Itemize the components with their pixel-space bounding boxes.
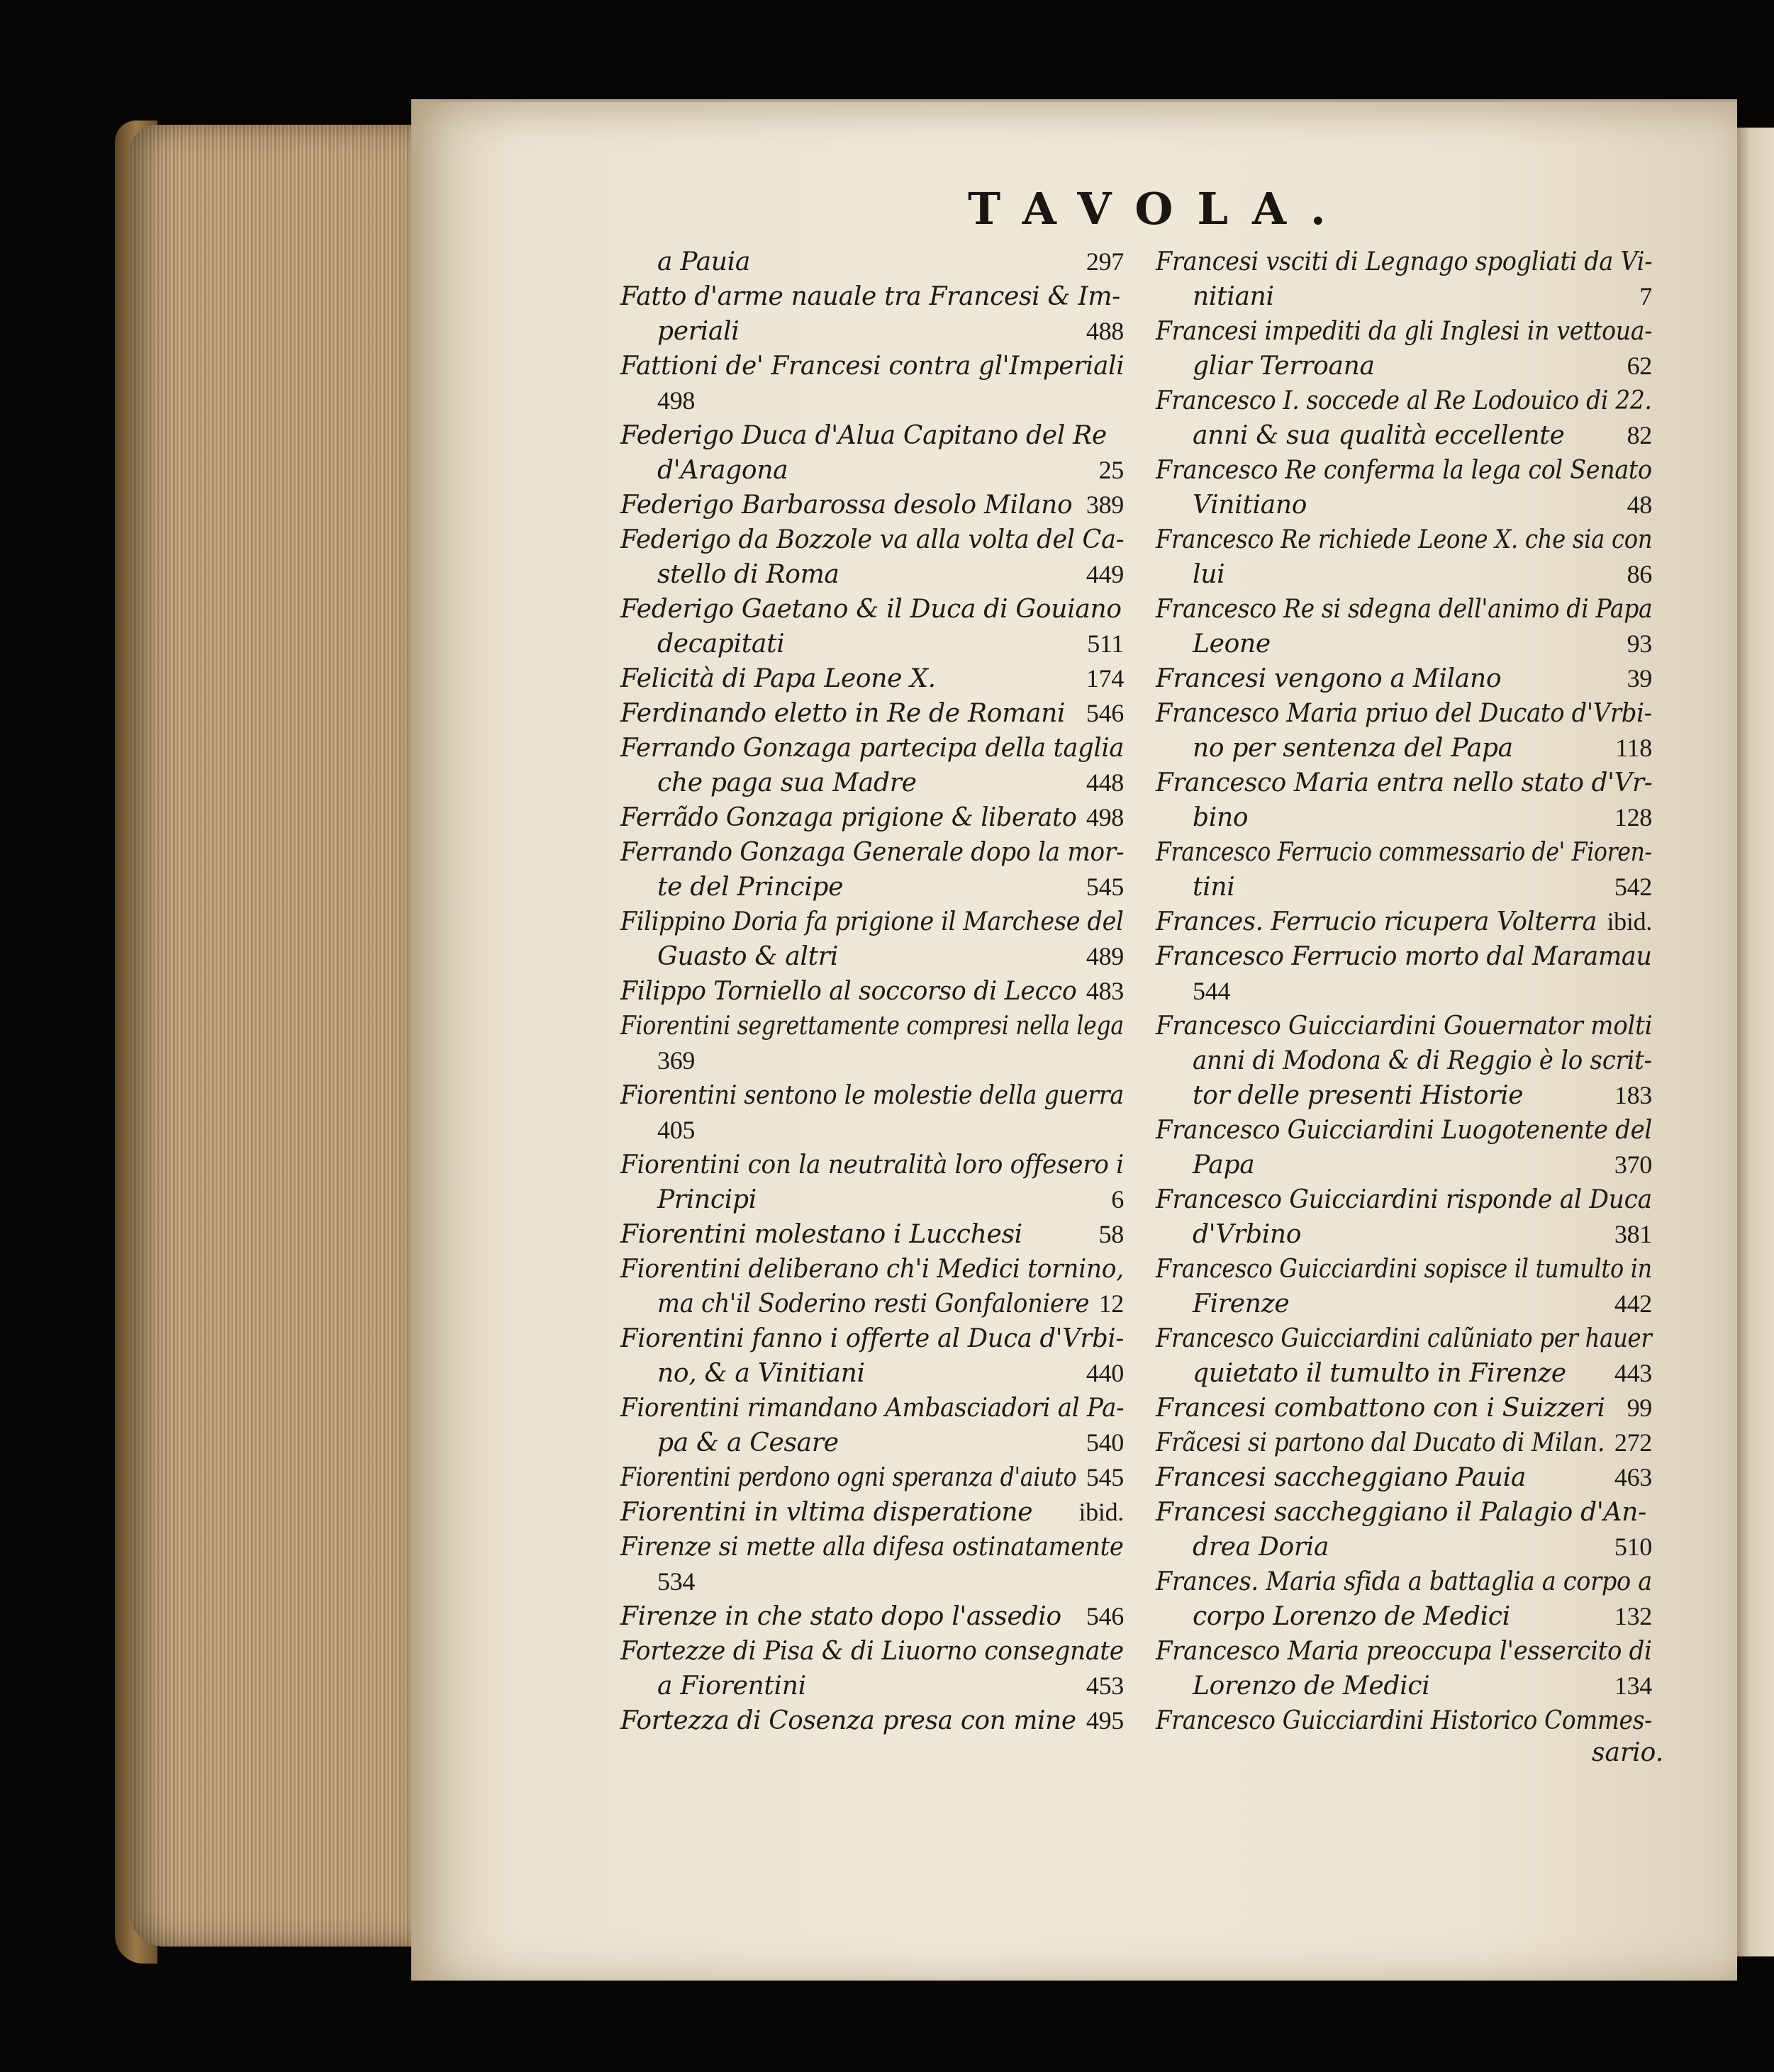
index-entry-line [620, 245, 1124, 279]
entry-text: Francesco Guicciardini Historico Commes- [1156, 1706, 1652, 1735]
index-entry-line [1156, 1287, 1652, 1321]
index-entry-line [620, 1634, 1124, 1669]
page-number: 272 [1614, 1428, 1652, 1457]
index-entry-line [620, 1287, 1124, 1321]
index-entry-line [1156, 1703, 1652, 1738]
index-entry-line [1156, 1217, 1652, 1252]
entry-text: Federigo Gaetano & il Duca di Gouiano [620, 595, 1122, 624]
page-number: 453 [1086, 1671, 1124, 1700]
page-number: 118 [1615, 734, 1652, 762]
entry-text: Fiorentini molestano i Lucchesi [620, 1220, 1022, 1249]
page-number: 546 [1086, 699, 1124, 727]
page-number: 443 [1614, 1359, 1652, 1387]
index-entry-line [1156, 1530, 1652, 1564]
entry-text: no per sentenza del Papa [1193, 734, 1513, 763]
index-entry-line [620, 383, 1124, 418]
index-entry-line [1156, 383, 1652, 418]
page-number: 542 [1614, 873, 1652, 901]
index-entry-line [1156, 1043, 1652, 1078]
page-number: 99 [1627, 1394, 1652, 1422]
entry-text: Frãcesi si partono dal Ducato di Milan. [1156, 1428, 1605, 1457]
page-number: 183 [1614, 1081, 1652, 1109]
entry-text: Filippo Torniello al soccorso di Lecco [620, 977, 1077, 1006]
index-entry-line [620, 453, 1124, 488]
entry-text: Fortezza di Cosenza presa con mine [620, 1706, 1076, 1735]
page-number: 483 [1086, 977, 1124, 1005]
index-entry-line [1156, 1426, 1652, 1460]
index-entry-line [620, 627, 1124, 661]
entry-text: Fiorentini perdono ogni speranza d'aiuto [620, 1463, 1077, 1492]
index-entry-line [620, 1356, 1124, 1391]
entry-text: Francesi vsciti di Legnago spogliati da Vi- [1156, 247, 1653, 276]
index-entry-line [1156, 349, 1652, 383]
entry-text: ma ch'il Soderino resti Gonfaloniere [657, 1289, 1090, 1318]
index-entry-line [1156, 1182, 1652, 1217]
index-entry-line [1156, 1113, 1652, 1148]
entry-text: Federigo da Bozzole va alla volta del Ca- [620, 525, 1125, 554]
index-entry-line [1156, 314, 1652, 349]
entry-text: Fiorentini fanno i offerte al Duca d'Vrbi- [620, 1324, 1125, 1353]
page-number: 545 [1086, 873, 1124, 901]
entry-text: Firenze in che stato dopo l'assedio [620, 1602, 1061, 1631]
page-number: 82 [1627, 421, 1652, 449]
entry-text: Francesco Ferrucio commessario de' Fioren- [1156, 838, 1652, 867]
index-entry-line [1156, 731, 1652, 766]
entry-text: no, & a Vinitiani [657, 1359, 865, 1388]
page-number: 12 [1098, 1289, 1124, 1318]
index-entry-line [620, 1564, 1124, 1599]
page-number: 534 [657, 1567, 696, 1596]
index-entry-line [620, 349, 1124, 383]
entry-text: Francesco Guicciardini risponde al Duca [1156, 1185, 1652, 1214]
index-entry-line [620, 1460, 1124, 1495]
index-entry-line [620, 1669, 1124, 1703]
index-entry-line [620, 974, 1124, 1009]
index-entry-line [620, 696, 1124, 731]
index-entry-line [1156, 974, 1652, 1009]
index-entry-line [1156, 418, 1652, 453]
index-entry-line [620, 661, 1124, 696]
entry-text: Francesi impediti da gli Inglesi in vettoua- [1156, 317, 1653, 346]
index-entry-line [1156, 1634, 1652, 1669]
entry-text: periali [657, 317, 740, 346]
entry-text: Francesco Re conferma la lega col Senato [1156, 456, 1652, 485]
index-entry-line [620, 557, 1124, 592]
entry-text: Fiorentini rimandano Ambasciadori al Pa- [620, 1394, 1125, 1423]
page-number: 381 [1614, 1220, 1652, 1248]
entry-text: che paga sua Madre [657, 768, 917, 797]
index-entry-line [620, 279, 1124, 314]
entry-text: Fiorentini sentono le molestie della guerra [620, 1081, 1124, 1110]
entry-text: Principi [657, 1185, 757, 1214]
index-entry-line [1156, 696, 1652, 731]
index-entry-line [620, 1078, 1124, 1113]
index-entry-line [620, 418, 1124, 453]
index-entry-line [620, 905, 1124, 939]
page-number: 134 [1614, 1671, 1652, 1700]
index-entry-line [620, 1426, 1124, 1460]
index-entry-line [620, 1391, 1124, 1426]
page-number: 511 [1087, 629, 1124, 658]
entry-text: a Pauia [657, 247, 751, 276]
index-entry-line [620, 1321, 1124, 1356]
index-entry-line [620, 592, 1124, 627]
entry-text: Vinitiano [1193, 491, 1307, 520]
page-number: 440 [1086, 1359, 1124, 1387]
entry-text: Felicità di Papa Leone X. [620, 664, 936, 693]
index-entry-line [620, 1703, 1124, 1738]
entry-text: Francesi saccheggiano il Palagio d'An- [1156, 1498, 1646, 1527]
entry-text: quietato il tumulto in Firenze [1193, 1359, 1566, 1388]
entry-text: Frances. Maria sfida a battaglia a corpo a [1156, 1567, 1652, 1596]
index-column-right [1156, 245, 1652, 1738]
entry-text: tor delle presenti Historie [1193, 1081, 1524, 1110]
entry-text: Firenze [1193, 1289, 1290, 1318]
index-entry-line [620, 1182, 1124, 1217]
page-number: 297 [1086, 247, 1124, 276]
index-entry-line [620, 1495, 1124, 1530]
index-entry-line [1156, 870, 1652, 905]
entry-text: Francesco Maria preoccupa l'essercito di [1156, 1637, 1652, 1666]
index-entry-line [1156, 1009, 1652, 1043]
index-entry-line [1156, 1599, 1652, 1634]
index-entry-line [620, 835, 1124, 870]
index-entry-line [620, 1217, 1124, 1252]
entry-text: Francesco Maria priuo del Ducato d'Vrbi- [1156, 699, 1652, 728]
page-number: 498 [1086, 803, 1124, 831]
entry-text: Papa [1193, 1150, 1255, 1180]
index-entry-line [620, 800, 1124, 835]
index-entry-line [1156, 1495, 1652, 1530]
index-entry-line [1156, 245, 1652, 279]
page-number: ibid. [1607, 907, 1652, 936]
page-number: 58 [1098, 1220, 1124, 1248]
page-number: 544 [1193, 977, 1231, 1005]
entry-text: Fortezze di Pisa & di Liuorno consegnate [620, 1637, 1124, 1666]
page-number: 132 [1614, 1602, 1652, 1630]
index-entry-line [1156, 1564, 1652, 1599]
entry-text: Francesco Ferrucio morto dal Maramau [1156, 942, 1652, 971]
index-entry-line [620, 766, 1124, 800]
index-entry-line [620, 1530, 1124, 1564]
index-entry-line [1156, 279, 1652, 314]
index-entry-line [1156, 1078, 1652, 1113]
page-number: 62 [1627, 352, 1652, 380]
entry-text: Fiorentini in vltima disperatione [620, 1498, 1033, 1527]
page-number: 174 [1086, 664, 1124, 693]
index-entry-line [1156, 939, 1652, 974]
index-entry-line [1156, 1391, 1652, 1426]
entry-text: Francesi saccheggiano Pauia [1156, 1463, 1526, 1492]
entry-text: d'Vrbino [1193, 1220, 1302, 1249]
index-entry-line [620, 1252, 1124, 1287]
entry-text: anni & sua qualità eccellente [1193, 421, 1565, 450]
entry-text: Francesco Maria entra nello stato d'Vr- [1156, 768, 1653, 797]
page-number: 510 [1614, 1533, 1652, 1561]
entry-text: Francesco Re richiede Leone X. che sia con [1156, 525, 1653, 554]
index-entry-line [1156, 488, 1652, 522]
entry-text: Federigo Duca d'Alua Capitano del Re [620, 421, 1107, 450]
page-number: 48 [1627, 491, 1652, 519]
page-number: 369 [657, 1046, 696, 1075]
entry-text: a Fiorentini [657, 1671, 806, 1701]
index-entry-line [620, 870, 1124, 905]
index-entry-line [1156, 905, 1652, 939]
page-edges [129, 125, 413, 1947]
entry-text: Francesco Guicciardini calũniato per hauer [1156, 1324, 1652, 1353]
index-entry-line [620, 1148, 1124, 1182]
index-entry-line [1156, 661, 1652, 696]
entry-text: Francesco I. soccede al Re Lodouico di 22. [1156, 386, 1652, 415]
entry-text: Francesco Guicciardini Luogotenente del [1156, 1116, 1652, 1145]
entry-text: Federigo Barbarossa desolo Milano [620, 491, 1073, 520]
page-number: 128 [1614, 803, 1652, 831]
page-number: 25 [1098, 456, 1124, 484]
index-entry-line [1156, 453, 1652, 488]
entry-text: Francesco Guicciardini sopisce il tumulto in [1156, 1255, 1652, 1284]
entry-text: pa & a Cesare [657, 1428, 839, 1457]
page-number: ibid. [1078, 1498, 1124, 1526]
entry-text: Francesi vengono a Milano [1156, 664, 1502, 693]
entry-text: anni di Modona & di Reggio è lo scrit- [1193, 1046, 1652, 1075]
entry-text: Fattioni de' Francesi contra gl'Imperiali [620, 352, 1125, 381]
entry-text: Fatto d'arme nauale tra Francesi & Im- [620, 282, 1121, 311]
catchword: sario. [1592, 1738, 1664, 1767]
page-number: 463 [1614, 1463, 1652, 1491]
entry-text: Francesi combattono con i Suizzeri [1156, 1394, 1605, 1423]
page-number: 448 [1086, 768, 1124, 797]
page-number: 86 [1627, 560, 1652, 588]
entry-text: Ferrãdo Gonzaga prigione & liberato [620, 803, 1077, 832]
page-number: 540 [1086, 1428, 1124, 1457]
index-entry-line [620, 314, 1124, 349]
index-entry-line [1156, 557, 1652, 592]
index-entry-line [1156, 1356, 1652, 1391]
entry-text: Fiorentini deliberano ch'i Medici tornino, [620, 1255, 1124, 1284]
index-entry-line [620, 488, 1124, 522]
page-number: 6 [1111, 1185, 1124, 1214]
entry-text: te del Principe [657, 873, 844, 902]
entry-text: Firenze si mette alla difesa ostinatamente [620, 1533, 1124, 1562]
entry-text: Lorenzo de Medici [1193, 1671, 1430, 1701]
entry-text: Ferrando Gonzaga Generale dopo la mor- [620, 838, 1125, 867]
entry-text: Fiorentini con la neutralità loro offesero i [620, 1150, 1124, 1180]
entry-text: Francesco Re si sdegna dell'animo di Papa [1156, 595, 1653, 624]
index-entry-line [1156, 627, 1652, 661]
entry-text: Filippino Doria fa prigione il Marchese del [620, 907, 1124, 936]
entry-text: drea Doria [1193, 1533, 1329, 1562]
index-entry-line [620, 1043, 1124, 1078]
index-entry-line [1156, 522, 1652, 557]
running-head: TAVOLA. [968, 183, 1350, 235]
entry-text: bino [1193, 803, 1249, 832]
entry-text: tini [1193, 873, 1235, 902]
page-number: 489 [1086, 942, 1124, 970]
entry-text: stello di Roma [657, 560, 839, 589]
page-number: 7 [1639, 282, 1652, 310]
page-number: 93 [1627, 629, 1652, 658]
index-entry-line [1156, 1252, 1652, 1287]
index-entry-line [620, 1599, 1124, 1634]
index-entry-line [1156, 1148, 1652, 1182]
page-number: 389 [1086, 491, 1124, 519]
page-number: 405 [657, 1116, 696, 1144]
index-entry-line [1156, 766, 1652, 800]
index-entry-line [1156, 1669, 1652, 1703]
index-entry-line [620, 1009, 1124, 1043]
index-entry-line [1156, 1321, 1652, 1356]
index-entry-line [1156, 800, 1652, 835]
page-number: 498 [657, 386, 696, 415]
entry-text: Ferrando Gonzaga partecipa della taglia [620, 734, 1125, 763]
page-number: 370 [1614, 1150, 1652, 1179]
entry-text: Leone [1193, 629, 1271, 659]
entry-text: gliar Terroana [1193, 352, 1375, 381]
entry-text: Ferdinando eletto in Re de Romani [620, 699, 1066, 728]
entry-text: Guasto & altri [657, 942, 838, 971]
page-number: 495 [1086, 1706, 1124, 1735]
index-entry-line [1156, 1460, 1652, 1495]
page-number: 449 [1086, 560, 1124, 588]
entry-text: corpo Lorenzo de Medici [1193, 1602, 1510, 1631]
entry-text: decapitati [657, 629, 785, 659]
index-entry-line [620, 522, 1124, 557]
index-entry-line [1156, 835, 1652, 870]
index-entry-line [620, 731, 1124, 766]
page-number: 545 [1086, 1463, 1124, 1491]
index-entry-line [620, 1113, 1124, 1148]
page-number: 546 [1086, 1602, 1124, 1630]
entry-text: nitiani [1193, 282, 1274, 311]
page-number: 442 [1614, 1289, 1652, 1318]
index-entry-line [620, 939, 1124, 974]
entry-text: lui [1193, 560, 1225, 589]
index-column-left [620, 245, 1124, 1738]
page-number: 39 [1627, 664, 1652, 693]
page-number: 488 [1086, 317, 1124, 345]
entry-text: Fiorentini segrettamente compresi nella lega [620, 1012, 1124, 1041]
entry-text: Francesco Guicciardini Gouernator molti [1156, 1012, 1653, 1041]
index-entry-line [1156, 592, 1652, 627]
entry-text: Frances. Ferrucio ricupera Volterra [1156, 907, 1597, 936]
entry-text: d'Aragona [657, 456, 788, 485]
